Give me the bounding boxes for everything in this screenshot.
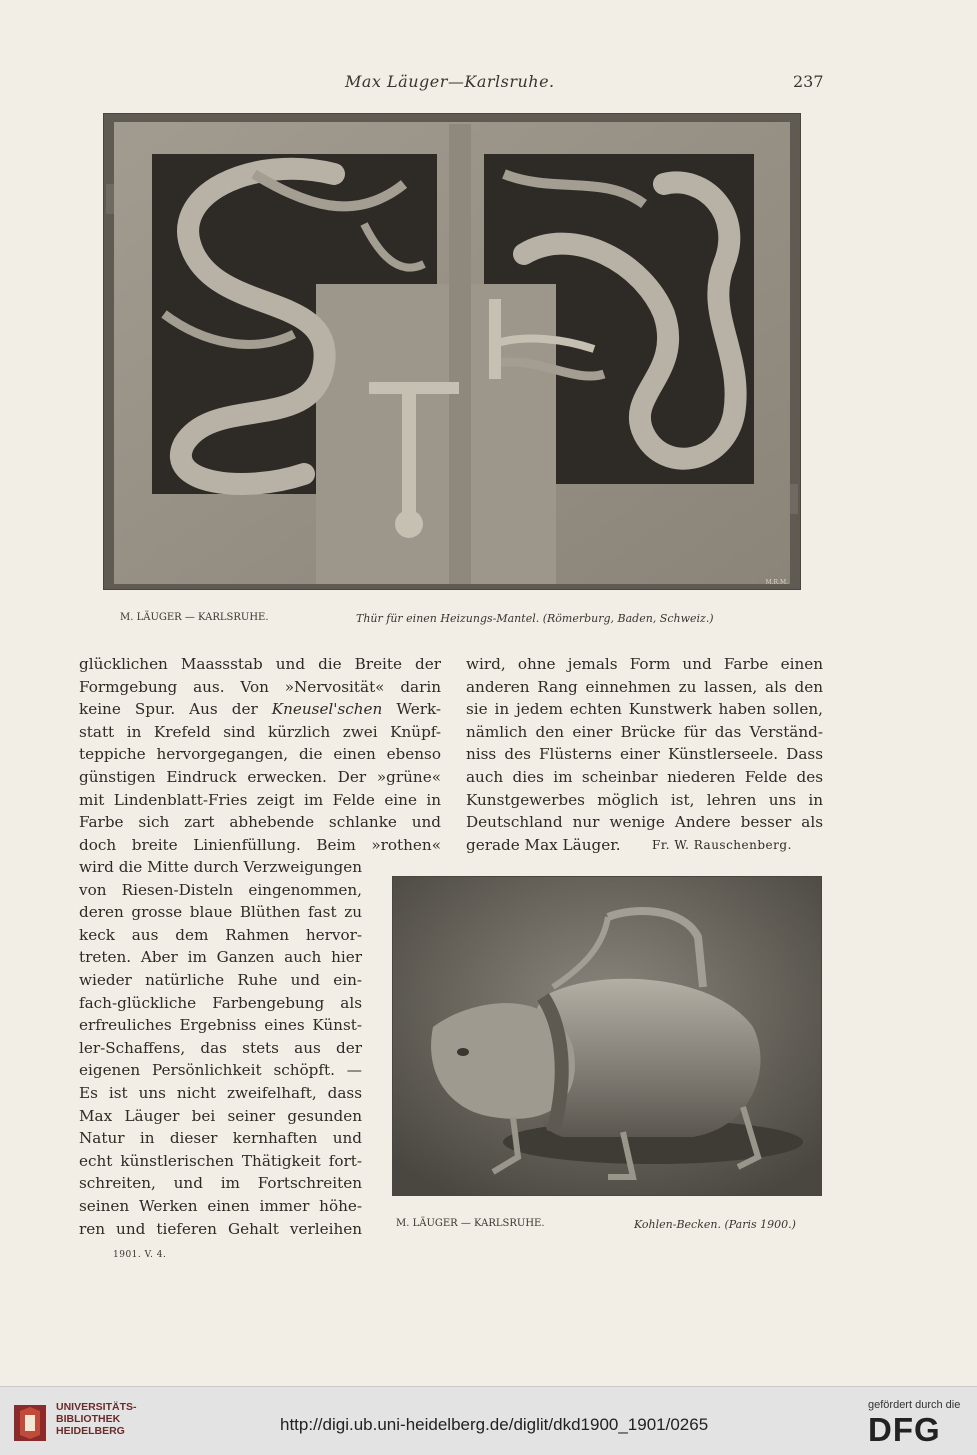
text-line: Es ist uns nicht zweifelhaft, dass: [79, 1083, 362, 1102]
page-header: [0, 72, 977, 94]
text-line: wird die Mitte durch Verzweigungen: [79, 858, 362, 876]
text-line: fach-glückliche Farbengebung als: [79, 993, 362, 1012]
text-line: deren grosse blaue Blüthen fast zu: [79, 903, 362, 922]
viewer-footer: [0, 1386, 977, 1455]
permalink-url[interactable]: http://digi.ub.uni-heidelberg.de/diglit/dkd1900_1901/0265: [280, 1415, 709, 1434]
figure2-caption: [396, 1218, 826, 1229]
text-line: keck aus dem Rahmen hervor-: [79, 925, 362, 944]
text-line: glücklichen Maassstab und die Breite der: [79, 655, 441, 673]
text-line: niss des Flüsterns einer Künstlerseele. Dass: [466, 745, 823, 764]
text-line: seinen Werken einen immer höhe-: [79, 1196, 362, 1215]
running-title: Max Läuger—Karlsruhe.: [345, 72, 555, 91]
emphasized-name: Kneusel'schen: [271, 700, 383, 719]
dfg-logo: DFG: [868, 1411, 941, 1448]
text-line: ler-Schaffens, das stets aus der: [79, 1038, 362, 1057]
text-line: wird, ohne jemals Form und Farbe einen: [466, 655, 823, 673]
text-line: eigenen Persönlichkeit schöpft. —: [79, 1061, 362, 1080]
text-line: günstigen Eindruck erwecken. Der »grüne«: [79, 767, 441, 786]
text-line: sie in jedem echten Kunstwerk haben sollen,: [466, 700, 823, 719]
figure2-caption-author: M. LÄUGER — KARLSRUHE.: [396, 1218, 545, 1229]
text-line: wieder natürliche Ruhe und ein-: [79, 970, 362, 989]
text-column-left-top: [79, 653, 441, 856]
university-library-logo-icon: [10, 1403, 50, 1443]
text-line: schreiten, und im Fortschreiten: [79, 1174, 362, 1193]
text-line: Natur in dieser kernhaften und: [79, 1129, 362, 1148]
text-line: keine Spur. Aus der Kneusel'schen Werk-: [79, 700, 442, 719]
door-photograph: [103, 113, 801, 590]
library-name: UNIVERSITÄTS- BIBLIOTHEK HEIDELBERG: [56, 1401, 137, 1437]
page-number: 237: [793, 72, 824, 91]
text-line: gerade Max Läuger. Fr. W. Rauschenberg.: [466, 834, 823, 857]
funding-note: gefördert durch die: [868, 1399, 961, 1411]
text-line: Deutschland nur wenige Andere besser als: [466, 813, 823, 832]
figure1-caption-title: Thür für einen Heizungs-Mantel. (Römerburg, Baden, Schweiz.): [356, 612, 714, 625]
text-line: treten. Aber im Ganzen auch hier: [79, 948, 362, 967]
figure1-caption-author: M. LÄUGER — KARLSRUHE.: [120, 612, 269, 623]
text-line: mit Lindenblatt-Fries zeigt im Felde eine in: [79, 790, 441, 809]
text-line: auch dies im scheinbar niederen Felde des: [466, 767, 823, 786]
figure2-caption-title: Kohlen-Becken. (Paris 1900.): [634, 1218, 796, 1231]
text-line: statt in Krefeld sind kürzlich zwei Knüpf-: [79, 722, 441, 741]
text-line: anderen Rang einnehmen zu lassen, als den: [466, 677, 823, 696]
text-line: echt künstlerischen Thätigkeit fort-: [79, 1151, 362, 1170]
text-line: von Riesen-Disteln eingenommen,: [79, 880, 362, 899]
text-line: doch breite Linienfüllung. Beim »rothen«: [79, 835, 441, 854]
volume-note: 1901. V. 4.: [113, 1250, 167, 1260]
photo-credit: M.R.M.: [765, 579, 788, 586]
text-line: teppiche hervorgegangen, die einen ebenso: [79, 745, 441, 764]
text-line: Max Läuger bei seiner gesunden: [79, 1106, 362, 1125]
text-column-left-bottom: [79, 856, 362, 1240]
text-line: Farbe sich zart abhebende schlanke und: [79, 813, 441, 832]
text-line: nämlich den einer Brücke für das Verständ-: [466, 722, 823, 741]
text-line: erfreuliches Ergebniss eines Künst-: [79, 1016, 362, 1035]
text-column-right: [466, 653, 823, 856]
text-line: Formgebung aus. Von »Nervosität« darin: [79, 677, 441, 696]
author-signature: Fr. W. Rauschenberg.: [652, 837, 792, 852]
text-line: ren und tieferen Gehalt verleihen: [79, 1219, 362, 1238]
coal-basin-photograph: [392, 876, 822, 1196]
figure1-caption: [120, 612, 810, 623]
text-line: Kunstgewerbes möglich ist, lehren uns in: [466, 790, 823, 809]
